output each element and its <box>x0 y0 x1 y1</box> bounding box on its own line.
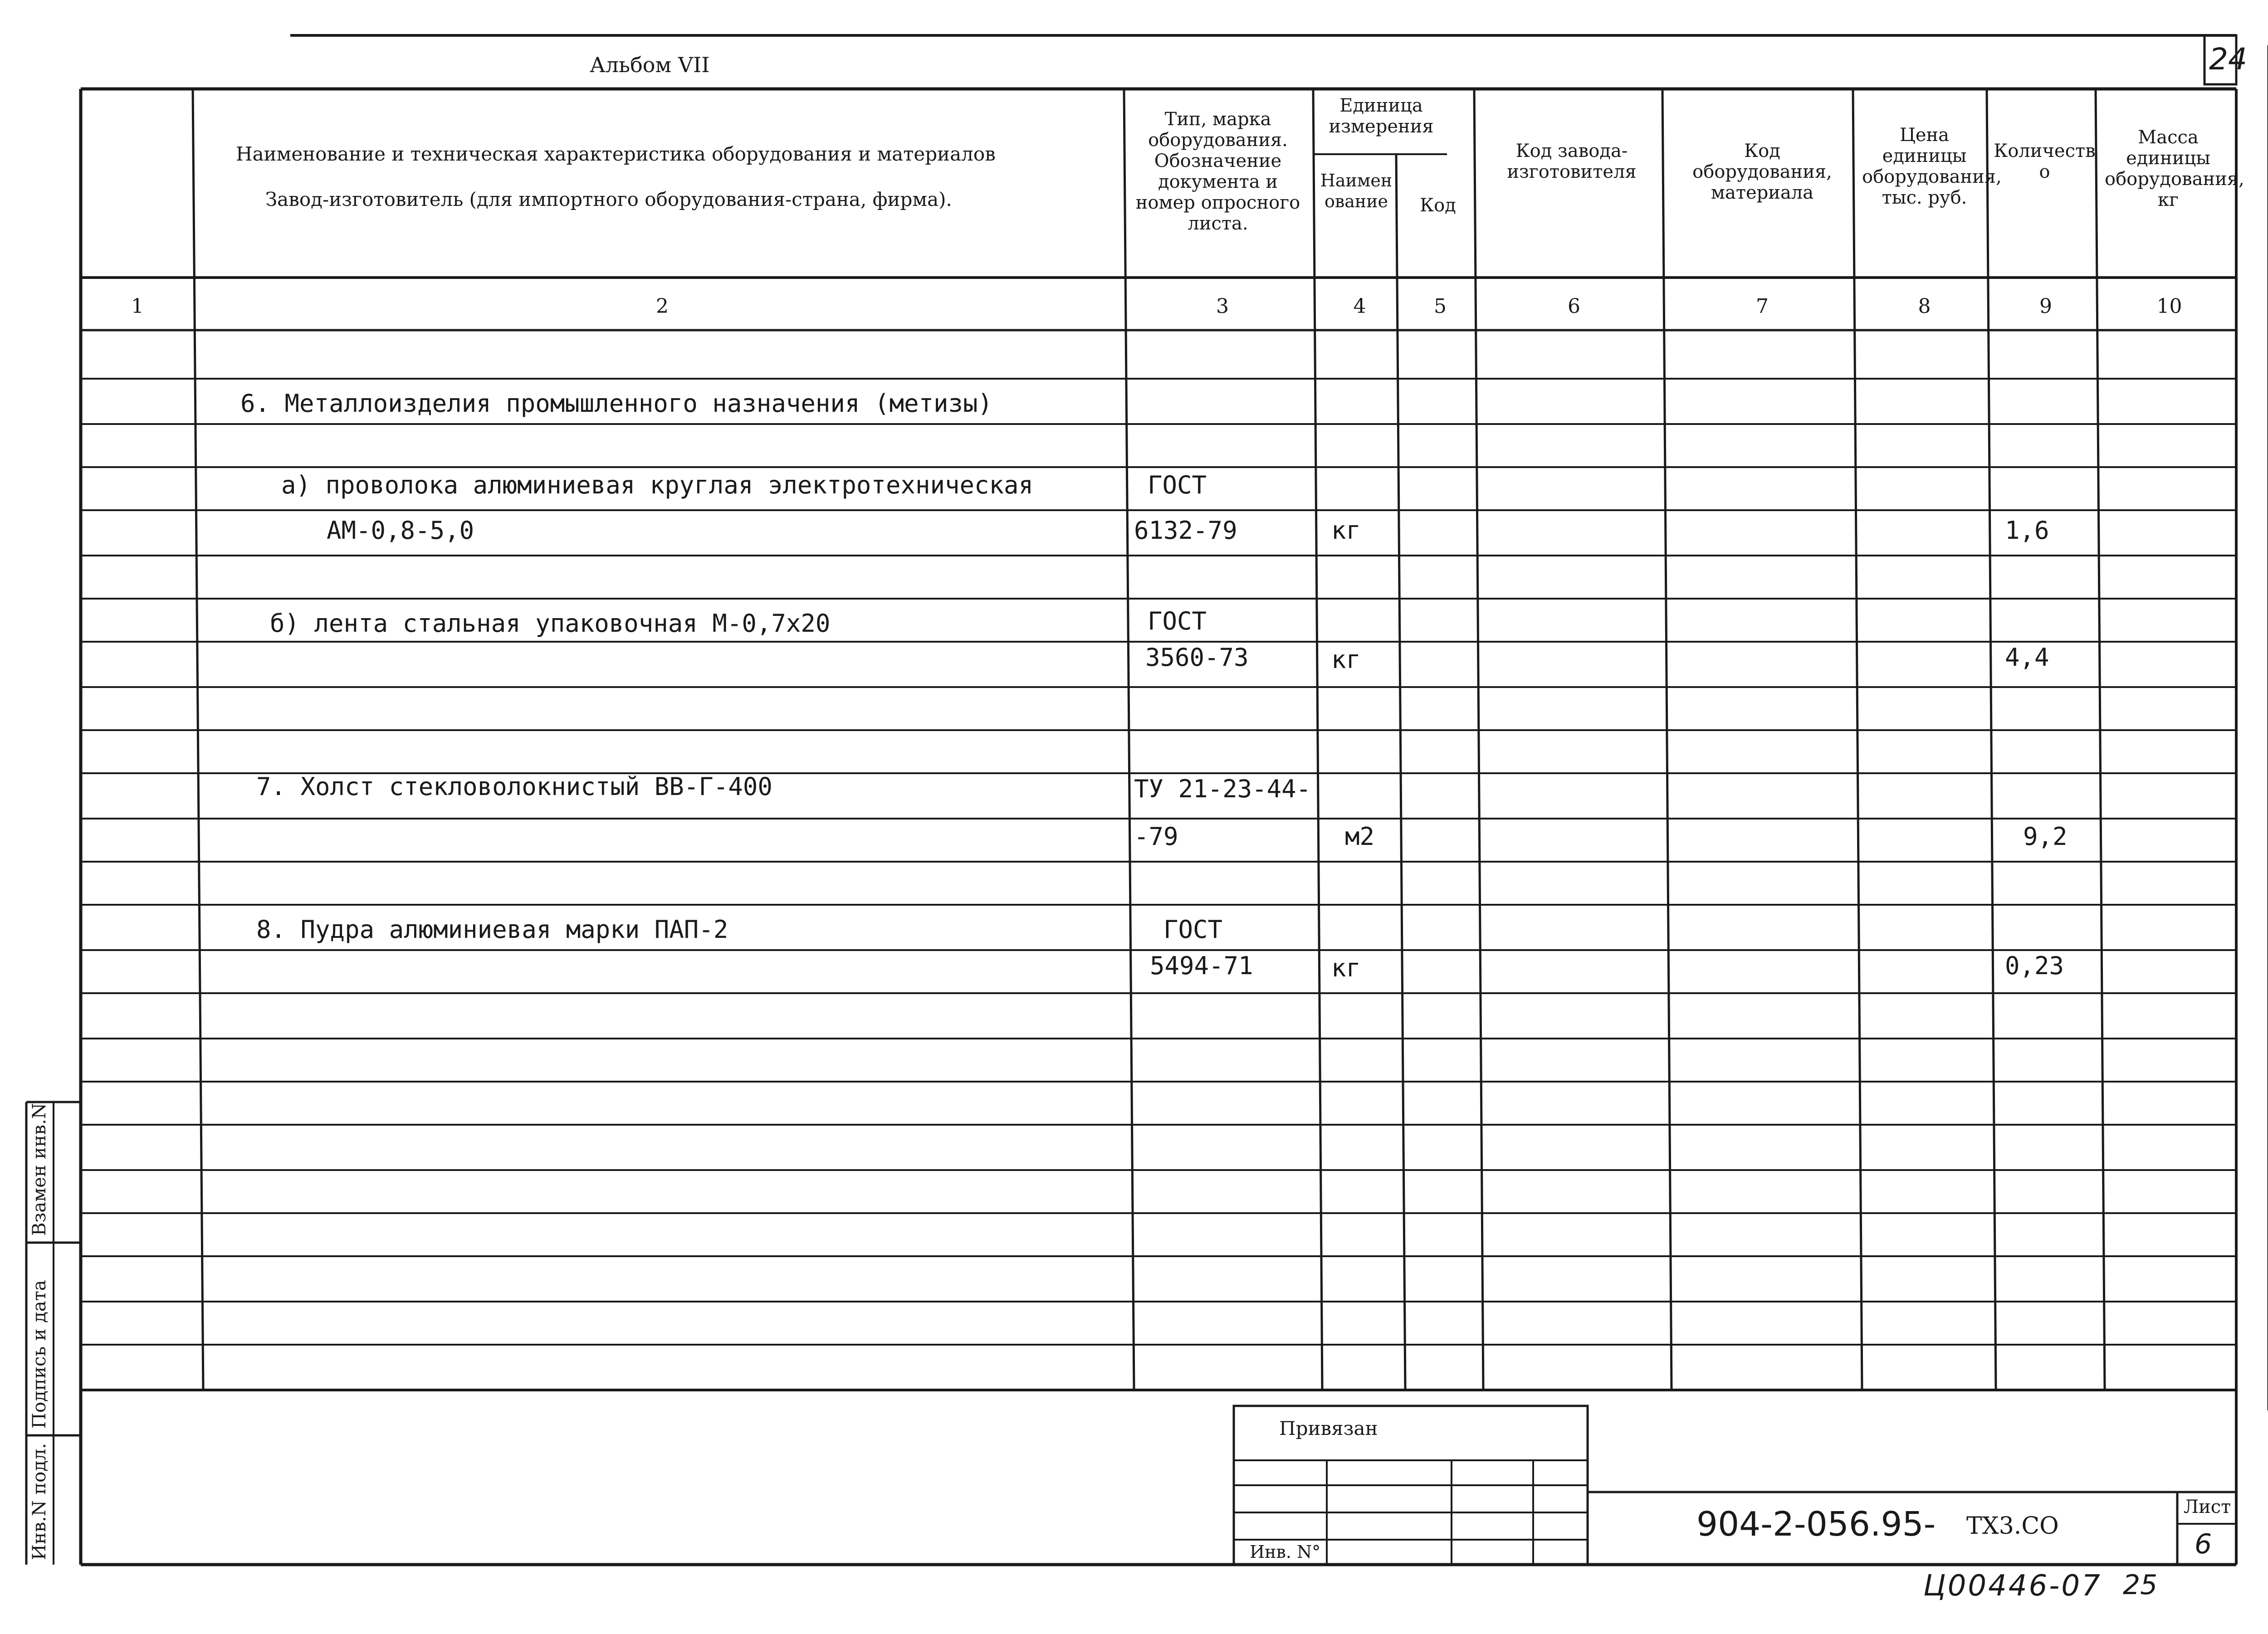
row-8b-doc: 5494-71 <box>1150 951 1253 980</box>
col6-header: Код завода-изготовителя <box>1507 141 1637 182</box>
col-number-7: 7 <box>1756 295 1769 318</box>
row-6a-doc: ГОСТ <box>1148 471 1207 499</box>
stamp-code: ТХ3.СО <box>1966 1512 2059 1540</box>
row-6a2-name: АМ-0,8-5,0 <box>327 516 474 545</box>
row-6a2-doc: 6132-79 <box>1134 516 1237 545</box>
col-number-5: 5 <box>1434 295 1447 318</box>
row-7-name: 7. Холст стекловолокнистый ВВ-Г-400 <box>256 772 772 801</box>
col-number-1: 1 <box>131 295 144 318</box>
side-label-podpis: Подпись и дата <box>29 1280 50 1429</box>
col9-header: Количество <box>1994 141 2096 182</box>
row-8-name: 8. Пудра алюминиевая марки ПАП-2 <box>256 915 728 944</box>
col4-header: Наименование <box>1320 171 1393 211</box>
stamp-designation: 904-2-056.95- <box>1696 1505 1936 1544</box>
unit-group-header: Единица измерения <box>1329 95 1434 137</box>
row-6b-doc: ГОСТ <box>1148 607 1207 635</box>
album-label: Альбом VII <box>590 53 710 77</box>
row-8b-qty: 0,23 <box>2005 951 2064 980</box>
stamp-sheet-label: Лист <box>2183 1497 2231 1517</box>
col-number-10: 10 <box>2156 295 2182 318</box>
col-number-2: 2 <box>656 295 669 318</box>
row-6b2-unit: кг <box>1331 645 1361 674</box>
row-6-name: 6. Металлоизделия промышленного назначения (метизы) <box>240 389 993 418</box>
col3-header: Тип, марка оборудования. Обозначение документа и номер опросного листа. <box>1135 109 1300 234</box>
footer-page-number: 25 <box>2123 1569 2158 1601</box>
row-7-doc: ТУ 21-23-44- <box>1134 775 1311 803</box>
row-6b-name: б) лента стальная упаковочная М-0,7х20 <box>270 609 831 638</box>
col7-header: Код оборудования, материала <box>1692 141 1832 203</box>
stamp-sheet-number: 6 <box>2195 1528 2212 1560</box>
col2-header-line2: Завод-изготовитель (для импортного оборудования-страна, фирма). <box>265 188 952 210</box>
col8-header: Цена единицы оборудования, тыс. руб. <box>1862 125 2002 208</box>
side-label-vzam: Взамен инв.N <box>29 1103 50 1236</box>
row-7b-unit: м2 <box>1345 822 1375 851</box>
col10-header: Масса единицы оборудования, кг <box>2105 127 2244 210</box>
stamp-privyazan: Привязан <box>1279 1417 1378 1439</box>
row-7b-qty: 9,2 <box>2023 822 2068 851</box>
row-6a-name: а) проволока алюминиевая круглая электротехническая <box>281 471 1034 499</box>
col2-header-line1: Наименование и техническая характеристика оборудования и материалов <box>236 143 996 165</box>
row-6a2-unit: кг <box>1331 516 1361 545</box>
row-8-doc: ГОСТ <box>1163 915 1223 944</box>
row-6a2-qty: 1,6 <box>2005 516 2049 545</box>
footer-archive-number: Ц00446-07 <box>1923 1569 2102 1603</box>
row-7b-doc: -79 <box>1134 822 1178 851</box>
col-number-3: 3 <box>1216 295 1229 318</box>
col-number-6: 6 <box>1568 295 1580 318</box>
side-label-inv-podl: Инв.N подл. <box>29 1443 50 1560</box>
row-8b-unit: кг <box>1331 954 1361 982</box>
col-number-9: 9 <box>2039 295 2052 318</box>
page-corner-number: 24 <box>2209 42 2247 77</box>
col5-header: Код <box>1420 195 1456 216</box>
col-number-4: 4 <box>1353 295 1366 318</box>
col-number-8: 8 <box>1918 295 1931 318</box>
row-6b2-doc: 3560-73 <box>1145 643 1249 672</box>
row-6b2-qty: 4,4 <box>2005 643 2049 672</box>
stamp-inv-n: Инв. N° <box>1250 1542 1321 1562</box>
